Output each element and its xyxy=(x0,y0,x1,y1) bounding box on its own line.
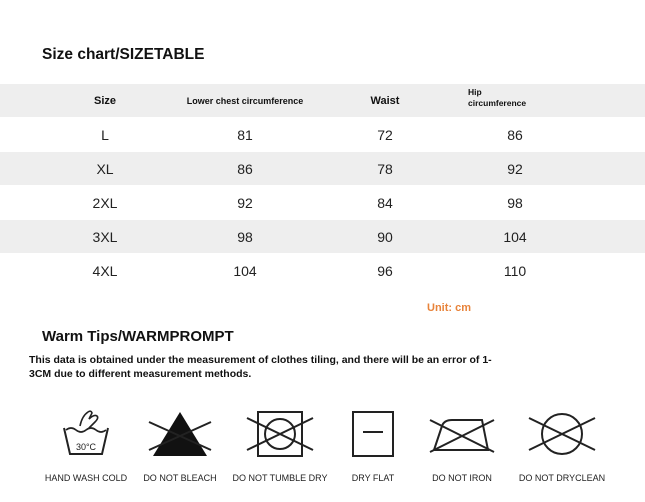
cell-chest: 92 xyxy=(237,194,253,211)
wash-temp: 30°C xyxy=(75,442,97,452)
cell-waist: 78 xyxy=(377,160,393,177)
care-label: HAND WASH COLD xyxy=(44,473,128,483)
care-dry-flat xyxy=(323,400,423,490)
care-no-dryclean xyxy=(512,400,612,490)
dry-flat-icon xyxy=(341,406,405,462)
table-header-row xyxy=(0,84,645,117)
care-hand-wash xyxy=(36,400,136,490)
cell-size: 4XL xyxy=(92,262,118,279)
do-not-dryclean-icon xyxy=(525,406,599,462)
hand-wash-icon xyxy=(54,406,118,462)
cell-size: 2XL xyxy=(92,194,118,211)
do-not-tumble-dry-icon xyxy=(243,406,317,462)
do-not-bleach-icon xyxy=(143,406,217,462)
header-hip: Hip circumference xyxy=(468,87,527,108)
care-label: DRY FLAT xyxy=(351,473,395,483)
cell-hip: 104 xyxy=(503,228,527,245)
header-waist: Waist xyxy=(370,94,400,107)
cell-chest: 86 xyxy=(237,160,253,177)
care-no-iron xyxy=(412,400,512,490)
care-label: DO NOT TUMBLE DRY xyxy=(232,473,328,483)
cell-waist: 72 xyxy=(377,126,393,143)
care-no-bleach xyxy=(130,400,230,490)
cell-waist: 96 xyxy=(377,262,393,279)
header-chest: Lower chest circumference xyxy=(186,95,304,106)
cell-size: 3XL xyxy=(92,228,118,245)
table-row xyxy=(0,152,645,185)
table-row xyxy=(0,254,645,287)
care-label: DO NOT BLEACH xyxy=(143,473,217,483)
cell-waist: 90 xyxy=(377,228,393,245)
unit-label: Unit: cm xyxy=(427,302,471,314)
care-no-tumble-dry xyxy=(230,400,330,490)
header-size: Size xyxy=(93,94,116,107)
cell-hip: 110 xyxy=(503,262,527,279)
cell-size: L xyxy=(101,126,109,143)
size-chart-title: Size chart/SIZETABLE xyxy=(42,46,205,63)
cell-chest: 98 xyxy=(237,228,253,245)
do-not-iron-icon xyxy=(424,406,500,462)
table-row xyxy=(0,186,645,219)
cell-size: XL xyxy=(96,160,114,177)
table-row xyxy=(0,220,645,253)
cell-hip: 92 xyxy=(507,160,523,177)
measurement-note: This data is obtained under the measurement of clothes tiling, and there will be an error of 1- 3CM due to different measurement methods. xyxy=(29,354,492,380)
table-row xyxy=(0,118,645,151)
cell-waist: 84 xyxy=(377,194,393,211)
cell-hip: 98 xyxy=(507,194,523,211)
warm-tips-title: Warm Tips/WARMPROMPT xyxy=(42,328,234,345)
cell-hip: 86 xyxy=(507,126,523,143)
cell-chest: 81 xyxy=(237,126,253,143)
cell-chest: 104 xyxy=(233,262,257,279)
care-label: DO NOT DRYCLEAN xyxy=(518,473,606,483)
care-label: DO NOT IRON xyxy=(432,473,492,483)
